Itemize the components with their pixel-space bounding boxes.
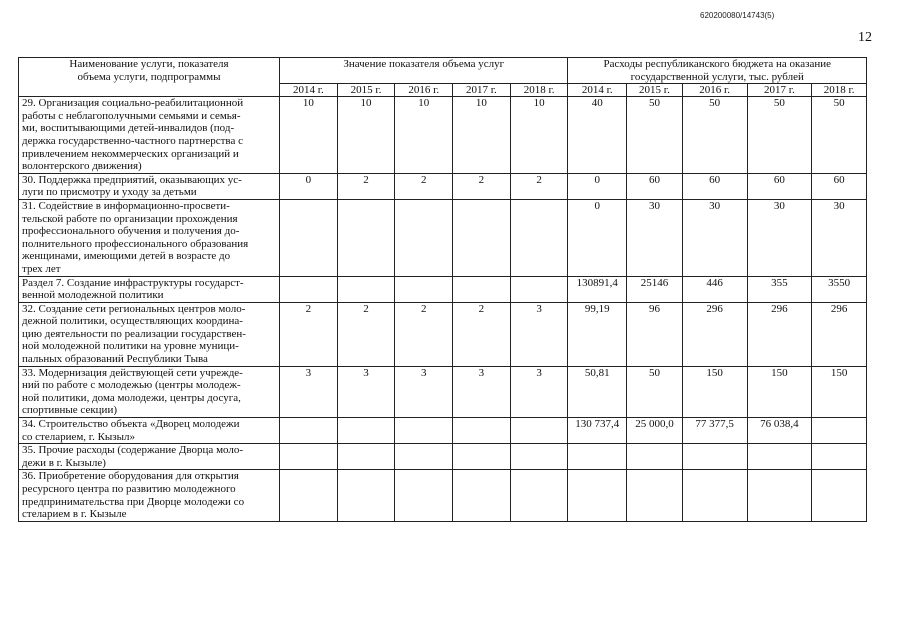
page-number: 12 [858, 30, 872, 45]
expense-value-cell [747, 470, 812, 521]
expense-value-cell: 0 [568, 173, 627, 199]
volume-value-cell: 3 [510, 366, 568, 417]
service-name-cell [19, 470, 280, 521]
table-row [19, 276, 867, 302]
year-volume-header: 2015 г. [337, 84, 395, 97]
volume-value-cell [510, 199, 568, 276]
volume-value-cell [453, 470, 511, 521]
expense-value-cell: 50 [627, 366, 683, 417]
year-volume-header: 2016 г. [395, 84, 453, 97]
expense-value-cell [568, 444, 627, 470]
table-row [19, 173, 867, 199]
volume-value-cell [280, 199, 338, 276]
volume-value-cell: 2 [280, 302, 338, 366]
expense-value-cell: 296 [682, 302, 747, 366]
volume-value-cell: 10 [280, 97, 338, 174]
volume-value-cell: 2 [337, 173, 395, 199]
expense-value-cell: 150 [747, 366, 812, 417]
service-name-line: ми, воспитывающими детей-инвалидов (под- [22, 122, 235, 135]
service-name-line: волонтерского движения) [22, 160, 142, 173]
services-table [18, 57, 867, 522]
service-name-line: со стеларием, г. Кызыл» [22, 430, 136, 443]
year-expense-header: 2015 г. [627, 84, 683, 97]
volume-value-cell [280, 470, 338, 521]
service-name-line: трех лет [22, 262, 61, 275]
service-name-line: ной политики, дома молодежи, центры досуга, [22, 391, 241, 404]
header-expense-line: Расходы республиканского бюджета на оказание [603, 58, 831, 70]
expense-value-cell: 150 [682, 366, 747, 417]
expense-value-cell [812, 418, 867, 444]
service-name-line: 32. Создание сети региональных центров моло- [22, 302, 246, 315]
service-name-line: венной молодежной политики [22, 289, 164, 302]
volume-value-cell: 10 [337, 97, 395, 174]
expense-value-cell [627, 444, 683, 470]
service-name-line: ресурсного центра по развитию молодежного [22, 483, 236, 495]
year-expense-header: 2017 г. [747, 84, 812, 97]
expense-value-cell: 77 377,5 [682, 418, 747, 444]
year-expense-header: 2016 г. [682, 84, 747, 97]
volume-value-cell [337, 276, 395, 302]
service-name-line: Раздел 7. Создание инфраструктуры государст- [22, 276, 244, 289]
service-name-line: луги по присмотру и уходу за детьми [22, 186, 197, 199]
expense-value-cell: 50 [747, 97, 812, 174]
expense-value-cell [682, 444, 747, 470]
service-name-cell [19, 302, 280, 366]
service-name-line: привлечением некоммерческих организаций и [22, 147, 239, 160]
volume-value-cell [337, 470, 395, 521]
expense-value-cell: 50 [627, 97, 683, 174]
volume-value-cell [337, 199, 395, 276]
volume-value-cell: 0 [280, 173, 338, 199]
document-code: 620200080/14743(5) [700, 11, 775, 20]
expense-value-cell: 76 038,4 [747, 418, 812, 444]
table-row [19, 302, 867, 366]
expense-value-cell: 296 [812, 302, 867, 366]
volume-value-cell [395, 418, 453, 444]
volume-value-cell: 3 [510, 302, 568, 366]
service-name-line: 33. Модернизация действующей сети учрежде- [22, 366, 243, 379]
expense-value-cell: 0 [568, 199, 627, 276]
volume-value-cell [453, 444, 511, 470]
volume-value-cell [510, 418, 568, 444]
expense-value-cell: 60 [747, 173, 812, 199]
expense-value-cell: 130891,4 [568, 276, 627, 302]
header-volume-cell [280, 58, 568, 84]
service-name-line: спортивные секции) [22, 404, 117, 417]
expense-value-cell: 96 [627, 302, 683, 366]
service-name-line: 30. Поддержка предприятий, оказывающих ус- [22, 173, 242, 186]
volume-value-cell: 2 [453, 173, 511, 199]
volume-value-cell [395, 199, 453, 276]
service-name-line: цию деятельности по реализации государствен- [22, 327, 246, 340]
header-row [19, 58, 867, 84]
volume-value-cell: 2 [395, 173, 453, 199]
expense-value-cell [747, 444, 812, 470]
volume-value-cell: 3 [337, 366, 395, 417]
volume-value-cell: 3 [453, 366, 511, 417]
service-name-line: 31. Содействие в информационно-просвети- [22, 199, 230, 212]
expense-value-cell: 30 [682, 199, 747, 276]
expense-value-cell [568, 470, 627, 521]
table-row [19, 97, 867, 174]
volume-value-cell [453, 418, 511, 444]
expense-value-cell [812, 444, 867, 470]
volume-value-cell [510, 276, 568, 302]
service-name-line: 36. Приобретение оборудования для открытия [22, 470, 239, 483]
expense-value-cell: 40 [568, 97, 627, 174]
expense-value-cell: 3550 [812, 276, 867, 302]
header-volume-line: Значение показателя объема услуг [343, 58, 505, 70]
volume-value-cell [510, 444, 568, 470]
volume-value-cell [395, 444, 453, 470]
expense-value-cell: 30 [812, 199, 867, 276]
service-name-line: пальных образований Республики Тыва [22, 353, 208, 366]
volume-value-cell [453, 199, 511, 276]
expense-value-cell: 60 [812, 173, 867, 199]
expense-value-cell: 50 [812, 97, 867, 174]
service-name-line: ной молодежной политики на уровне муници- [22, 340, 239, 353]
service-name-cell [19, 418, 280, 444]
volume-value-cell: 10 [395, 97, 453, 174]
service-name-line: профессионального обучения и получения до- [22, 225, 240, 238]
expense-value-cell [627, 470, 683, 521]
volume-value-cell: 2 [510, 173, 568, 199]
expense-value-cell: 296 [747, 302, 812, 366]
service-name-line: держка государственно-частного партнерства с [22, 134, 243, 147]
header-expense-cell [568, 58, 867, 84]
table-row [19, 444, 867, 470]
expense-value-cell: 25 000,0 [627, 418, 683, 444]
table-row [19, 366, 867, 417]
expense-value-cell: 30 [627, 199, 683, 276]
volume-value-cell: 2 [395, 302, 453, 366]
volume-value-cell: 2 [337, 302, 395, 366]
service-name-line: дежной политики, осуществляющих координа- [22, 315, 243, 328]
year-expense-header: 2018 г. [812, 84, 867, 97]
year-expense-header: 2014 г. [568, 84, 627, 97]
service-name-line: полнительного профессионального образования [22, 237, 249, 250]
volume-value-cell [453, 276, 511, 302]
table-row [19, 470, 867, 521]
expense-value-cell: 25146 [627, 276, 683, 302]
header-expense-line: государственной услуги, тыс. рублей [630, 70, 804, 83]
table-body [19, 97, 867, 522]
expense-value-cell: 130 737,4 [568, 418, 627, 444]
service-name-line: женщинами, имеющими детей в возрасте до [22, 250, 231, 263]
service-name-line: 34. Строительство объекта «Дворец молодежи [22, 418, 240, 431]
volume-value-cell: 10 [510, 97, 568, 174]
volume-value-cell [337, 418, 395, 444]
expense-value-cell [812, 470, 867, 521]
expense-value-cell: 30 [747, 199, 812, 276]
expense-value-cell: 50,81 [568, 366, 627, 417]
expense-value-cell: 150 [812, 366, 867, 417]
service-name-line: работы с неблагополучными семьями и семья- [22, 109, 241, 122]
service-name-line: ний по работе с молодежью (центры молодеж- [22, 379, 241, 392]
service-name-cell [19, 276, 280, 302]
volume-value-cell: 3 [280, 366, 338, 417]
expense-value-cell: 446 [682, 276, 747, 302]
volume-value-cell [395, 276, 453, 302]
volume-value-cell [510, 470, 568, 521]
service-name-cell [19, 97, 280, 174]
expense-value-cell: 99,19 [568, 302, 627, 366]
volume-value-cell [280, 418, 338, 444]
service-name-cell [19, 444, 280, 470]
service-name-line: предпринимательства при Дворце молодежи со [22, 495, 245, 508]
header-name-line: Наименование услуги, показателя [69, 58, 229, 70]
service-name-line: 35. Прочие расходы (содержание Дворца моло- [22, 444, 244, 457]
service-name-cell [19, 173, 280, 199]
volume-value-cell: 10 [453, 97, 511, 174]
volume-value-cell [280, 276, 338, 302]
service-name-line: тельской работе по организации прохождения [22, 212, 238, 225]
service-name-line: стеларием в г. Кызыле [22, 508, 127, 521]
volume-value-cell: 2 [453, 302, 511, 366]
expense-value-cell: 50 [682, 97, 747, 174]
volume-value-cell [395, 470, 453, 521]
expense-value-cell: 355 [747, 276, 812, 302]
service-name-cell [19, 366, 280, 417]
expense-value-cell: 60 [682, 173, 747, 199]
volume-value-cell: 3 [395, 366, 453, 417]
year-volume-header: 2014 г. [280, 84, 338, 97]
table-row [19, 199, 867, 276]
service-name-line: дежи в г. Кызыле) [22, 456, 106, 469]
volume-value-cell [280, 444, 338, 470]
year-volume-header: 2018 г. [510, 84, 568, 97]
service-name-cell [19, 199, 280, 276]
service-name-line: 29. Организация социально-реабилитационной [22, 97, 244, 110]
volume-value-cell [337, 444, 395, 470]
header-name-cell [19, 58, 280, 97]
header-name-line: объема услуги, подпрограммы [77, 70, 221, 83]
expense-value-cell: 60 [627, 173, 683, 199]
table-row [19, 418, 867, 444]
year-volume-header: 2017 г. [453, 84, 511, 97]
expense-value-cell [682, 470, 747, 521]
